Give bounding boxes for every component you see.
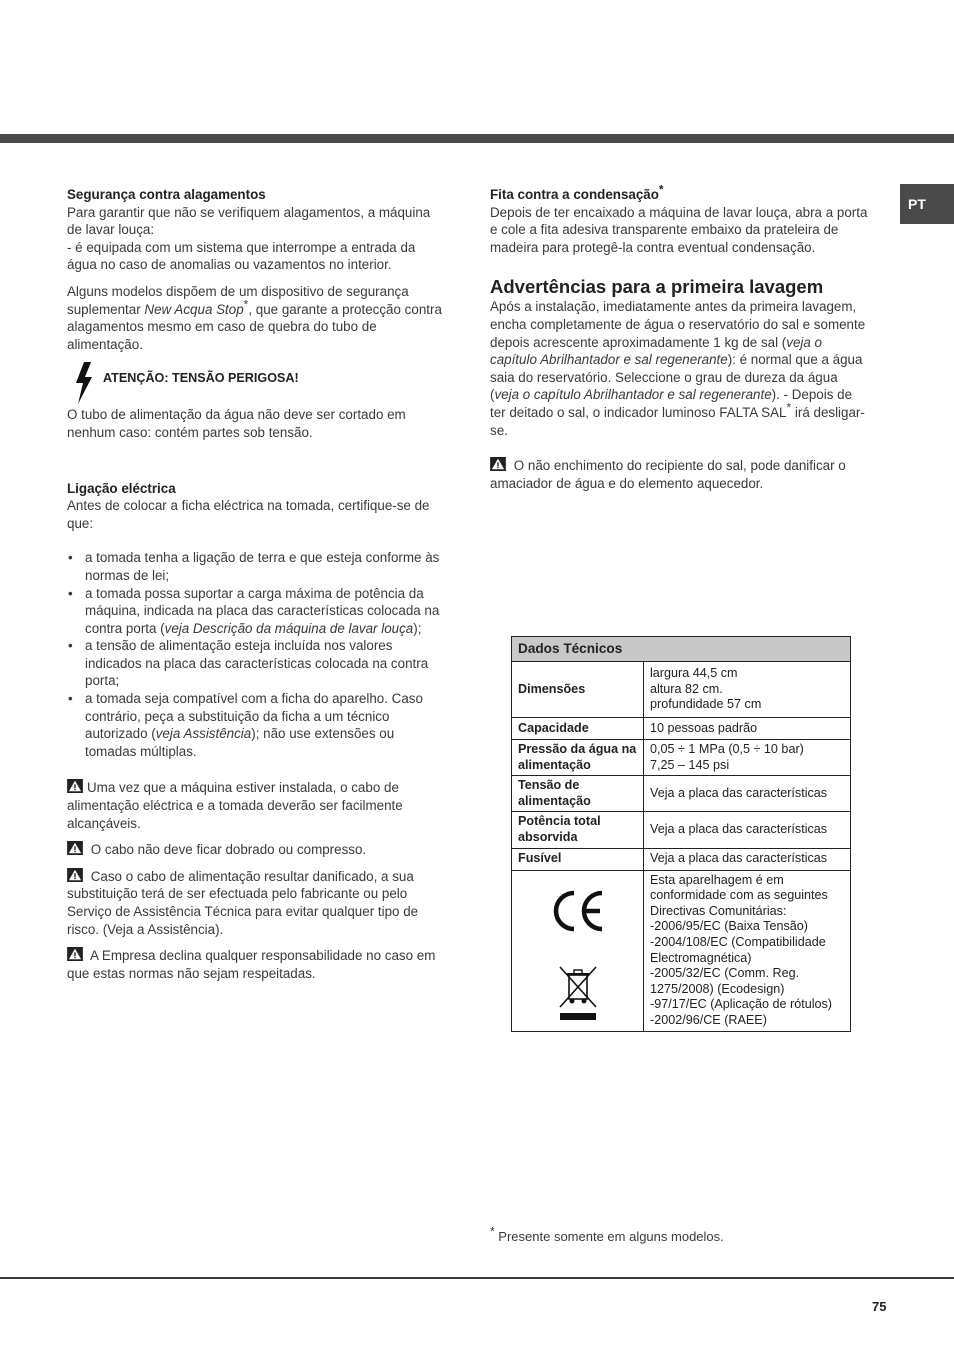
technical-data-table (511, 636, 851, 1032)
table-label: Fusível (512, 848, 644, 870)
danger-text: O tubo de alimentação da água não deve ser cortado em nenhum caso: contém partes sob tensão. (67, 407, 406, 440)
salt-warning: O não enchimento do recipiente do sal, pode danificar o amaciador de água e do elemento aquecedor. (490, 458, 846, 491)
warning-note: A Empresa declina qualquer responsabilidade no caso em que estas normas não sejam respeitadas. (67, 948, 436, 981)
header-bar (0, 134, 954, 143)
table-value: Veja a placa das características (644, 812, 851, 848)
table-row (512, 662, 851, 718)
first-wash-title: Advertências para a primeira lavagem (490, 276, 824, 298)
warning-icon (67, 868, 83, 882)
lightning-bolt-icon (74, 361, 94, 405)
warning-icon (67, 779, 83, 793)
table-row (512, 776, 851, 812)
flood-safety-p2: - é equipada com um sistema que interrompe a entrada da água no caso de anomalias ou vazamentos no interior. (67, 239, 416, 273)
electrical-checklist (67, 549, 447, 760)
condensation-tape-text: Depois de ter encaixado a máquina de lavar louça, abra a porta e cole a fita adesiva transparente embaixo da prateleira de madeira para protegê-la contra eventual condensação. (490, 204, 868, 255)
table-label: Capacidade (512, 718, 644, 740)
weee-bin-icon (558, 965, 598, 1021)
table-title: Dados Técnicos (512, 637, 851, 662)
list-item: • a tomada tenha a ligação de terra e que esteja conforme às normas de lei; (67, 549, 447, 584)
warning-icon (490, 457, 506, 471)
directives-text: Esta aparelhagem é em conformidade com as seguintes Directivas Comunitárias: -2006/95/EC (Baixa Tensão) -2004/108/EC (Compatibilidade Electromagnética) -2005/32/EC (Comm. Reg. 1275/2008) (Ecodesign) -97/17/EC (Aplicação de rótulos) -2002/96/CE (RAEE) (644, 870, 851, 1031)
condensation-tape-title: Fita contra a condensação* (490, 182, 664, 202)
flood-safety-title: Segurança contra alagamentos (67, 187, 266, 202)
table-value: largura 44,5 cm altura 82 cm. profundidade 57 cm (644, 662, 851, 718)
table-value: 0,05 ÷ 1 MPa (0,5 ÷ 10 bar) 7,25 – 145 psi (644, 740, 851, 776)
list-item: • a tomada possa suportar a carga máxima de potência da máquina, indicada na placa das características colocada na contra porta (veja Descrição da máquina de lavar louça); (67, 585, 447, 638)
danger-title: ATENÇÃO: TENSÃO PERIGOSA! (103, 371, 299, 386)
table-label: Dimensões (512, 662, 644, 718)
page-number: 75 (872, 1299, 887, 1314)
first-wash-text: Após a instalação, imediatamente antes da primeira lavagem, encha completamente de água o reservatório do sal e somente depois acrescente aproximadamente 1 kg de sal (veja o capítulo Abrilhantador e sal regenerante): é normal que a água saia do reservatório. Seleccione o grau de dureza da água (veja o capítulo Abrilhantador e sal regenerante). - Depois de ter deitado o sal, o indicador luminoso FALTA SAL* irá desligar-se. (490, 299, 866, 438)
table-label: Tensão de alimentação (512, 776, 644, 812)
warning-note: Uma vez que a máquina estiver instalada, o cabo de alimentação eléctrica e a tomada deverão ser facilmente alcançáveis. (67, 780, 403, 831)
ce-mark-icon (550, 889, 606, 933)
table-row (512, 637, 851, 662)
electrical-intro: Antes de colocar a ficha eléctrica na tomada, certifique-se de que: (67, 498, 430, 531)
warning-icon (67, 947, 83, 961)
footer-rule (0, 1277, 954, 1279)
list-item: • a tomada seja compatível com a ficha do aparelho. Caso contrário, peça a substituição da ficha a um técnico autorizado (veja Assistência); não use extensões ou tomadas múltiplas. (67, 690, 447, 760)
warning-note: O cabo não deve ficar dobrado ou compresso. (67, 841, 447, 859)
table-value: Veja a placa das características (644, 776, 851, 812)
flood-safety-p3: Alguns modelos dispõem de um dispositivo de segurança suplementar New Acqua Stop*, que garante a protecção contra alagamentos mesmo em caso de quebra do tubo de alimentação. (67, 283, 442, 352)
table-value: 10 pessoas padrão (644, 718, 851, 740)
electrical-connection-title: Ligação eléctrica (67, 480, 176, 496)
table-label: Pressão da água na alimentação (512, 740, 644, 776)
table-row (512, 812, 851, 848)
compliance-marks (512, 870, 644, 1031)
left-column (67, 186, 447, 982)
footnote: * Presente somente em alguns modelos. (490, 1224, 724, 1244)
table-row (512, 740, 851, 776)
danger-notice (67, 361, 447, 405)
table-row (512, 718, 851, 740)
right-column (490, 182, 870, 492)
language-tab: PT (900, 184, 954, 224)
list-item: • a tensão de alimentação esteja incluída nos valores indicados na placa das características colocada na contra porta; (67, 637, 447, 690)
warning-note: Caso o cabo de alimentação resultar danificado, a sua substituição terá de ser efectuada pelo fabricante ou pelo Serviço de Assistência Técnica para evitar qualquer tipo de risco. (Veja a Assistência). (67, 868, 419, 937)
table-label: Potência total absorvida (512, 812, 644, 848)
flood-safety-p1: Para garantir que não se verifiquem alagamentos, a máquina de lavar louça: (67, 204, 431, 238)
table-row (512, 870, 851, 1031)
table-value: Veja a placa das características (644, 848, 851, 870)
warning-icon (67, 841, 83, 855)
table-row (512, 848, 851, 870)
